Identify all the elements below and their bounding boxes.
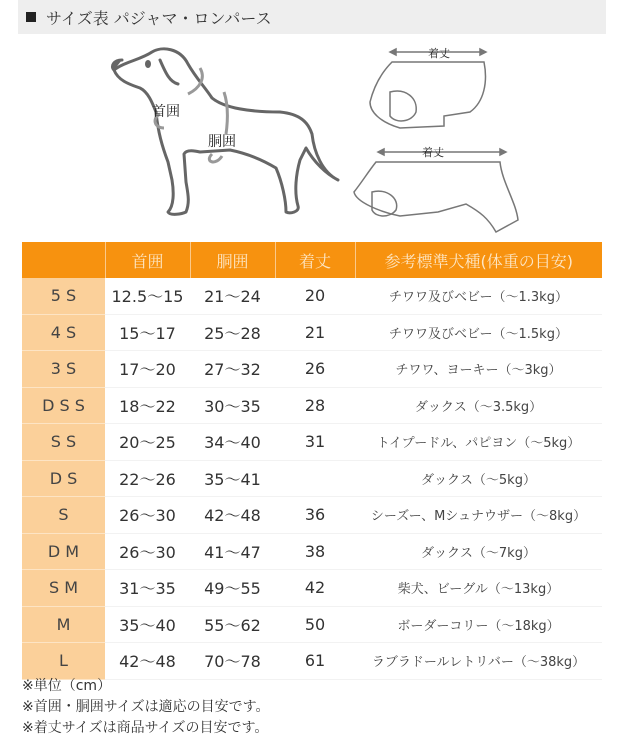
body-cell: 27～32 xyxy=(190,351,275,388)
header-neck: 首囲 xyxy=(105,242,190,278)
length-label-bottom: 着丈 xyxy=(422,146,444,159)
size-cell: L xyxy=(22,643,105,680)
breed-cell: チワワ及びベビー（～1.5kg） xyxy=(355,314,602,351)
size-cell: D S S xyxy=(22,387,105,424)
size-cell: 3 S xyxy=(22,351,105,388)
neck-cell: 31～35 xyxy=(105,570,190,607)
garment-top-icon xyxy=(370,49,486,128)
size-cell: D M xyxy=(22,533,105,570)
length-cell: 36 xyxy=(275,497,355,534)
size-cell: S xyxy=(22,497,105,534)
length-cell: 31 xyxy=(275,424,355,461)
length-cell: 21 xyxy=(275,314,355,351)
square-bullet-icon xyxy=(26,12,36,22)
length-cell: 26 xyxy=(275,351,355,388)
body-cell: 30～35 xyxy=(190,387,275,424)
table-row xyxy=(22,643,602,680)
notes xyxy=(22,676,270,739)
length-cell: 50 xyxy=(275,606,355,643)
breed-cell: 柴犬、ビーグル（～13kg） xyxy=(355,570,602,607)
body-cell: 35～41 xyxy=(190,460,275,497)
neck-cell: 18～22 xyxy=(105,387,190,424)
note-length: ※着丈サイズは商品サイズの目安です。 xyxy=(22,720,269,736)
body-cell: 55～62 xyxy=(190,606,275,643)
header-size xyxy=(22,242,105,278)
body-cell: 21～24 xyxy=(190,278,275,314)
neck-cell: 26～30 xyxy=(105,497,190,534)
table-row xyxy=(22,351,602,388)
table-row xyxy=(22,278,602,314)
length-cell: 42 xyxy=(275,570,355,607)
table-row xyxy=(22,387,602,424)
size-cell: S M xyxy=(22,570,105,607)
body-label: 胴囲 xyxy=(208,134,236,150)
breed-cell: トイプードル、パピヨン（～5kg） xyxy=(355,424,602,461)
breed-cell: ダックス（～5kg） xyxy=(355,460,602,497)
size-cell: D S xyxy=(22,460,105,497)
neck-cell: 26～30 xyxy=(105,533,190,570)
garment-romper-icon xyxy=(354,149,518,232)
size-table xyxy=(22,242,602,680)
table-row xyxy=(22,570,602,607)
neck-cell: 17～20 xyxy=(105,351,190,388)
table-row xyxy=(22,314,602,351)
length-cell: 61 xyxy=(275,643,355,680)
body-cell: 70～78 xyxy=(190,643,275,680)
measurement-illustration xyxy=(100,42,560,238)
neck-label: 首囲 xyxy=(152,104,180,120)
header-length: 着丈 xyxy=(275,242,355,278)
size-cell: S S xyxy=(22,424,105,461)
table-row xyxy=(22,424,602,461)
table-row xyxy=(22,497,602,534)
breed-cell: ラブラドールレトリバー（～38kg） xyxy=(355,643,602,680)
body-cell: 42～48 xyxy=(190,497,275,534)
neck-cell: 42～48 xyxy=(105,643,190,680)
body-cell: 49～55 xyxy=(190,570,275,607)
header-breed: 参考標準犬種(体重の目安) xyxy=(355,242,602,278)
table-row xyxy=(22,533,602,570)
size-cell: M xyxy=(22,606,105,643)
section-title: サイズ表 パジャマ・ロンパース xyxy=(46,8,272,28)
breed-cell: ボーダーコリー（～18kg） xyxy=(355,606,602,643)
table-header-row xyxy=(22,242,602,278)
length-cell: 20 xyxy=(275,278,355,314)
body-cell: 25～28 xyxy=(190,314,275,351)
neck-cell: 20～25 xyxy=(105,424,190,461)
neck-cell: 12.5～15 xyxy=(105,278,190,314)
breed-cell: チワワ及びベビー（～1.3kg） xyxy=(355,278,602,314)
length-cell xyxy=(275,460,355,497)
header-body: 胴囲 xyxy=(190,242,275,278)
body-cell: 41～47 xyxy=(190,533,275,570)
breed-cell: シーズー、Mシュナウザー（～8kg） xyxy=(355,497,602,534)
table-row xyxy=(22,460,602,497)
breed-cell: チワワ、ヨーキー（～3kg） xyxy=(355,351,602,388)
neck-cell: 35～40 xyxy=(105,606,190,643)
size-cell: 5 S xyxy=(22,278,105,314)
breed-cell: ダックス（～7kg） xyxy=(355,533,602,570)
length-cell: 28 xyxy=(275,387,355,424)
table-row xyxy=(22,606,602,643)
note-neck-body: ※首囲・胴囲サイズは適応の目安です。 xyxy=(22,699,270,715)
section-title-bar xyxy=(18,0,606,34)
neck-cell: 22～26 xyxy=(105,460,190,497)
neck-cell: 15～17 xyxy=(105,314,190,351)
length-cell: 38 xyxy=(275,533,355,570)
length-label-top: 着丈 xyxy=(428,47,450,60)
note-unit: ※単位（cm） xyxy=(22,678,112,694)
body-cell: 34～40 xyxy=(190,424,275,461)
breed-cell: ダックス（～3.5kg） xyxy=(355,387,602,424)
size-cell: 4 S xyxy=(22,314,105,351)
